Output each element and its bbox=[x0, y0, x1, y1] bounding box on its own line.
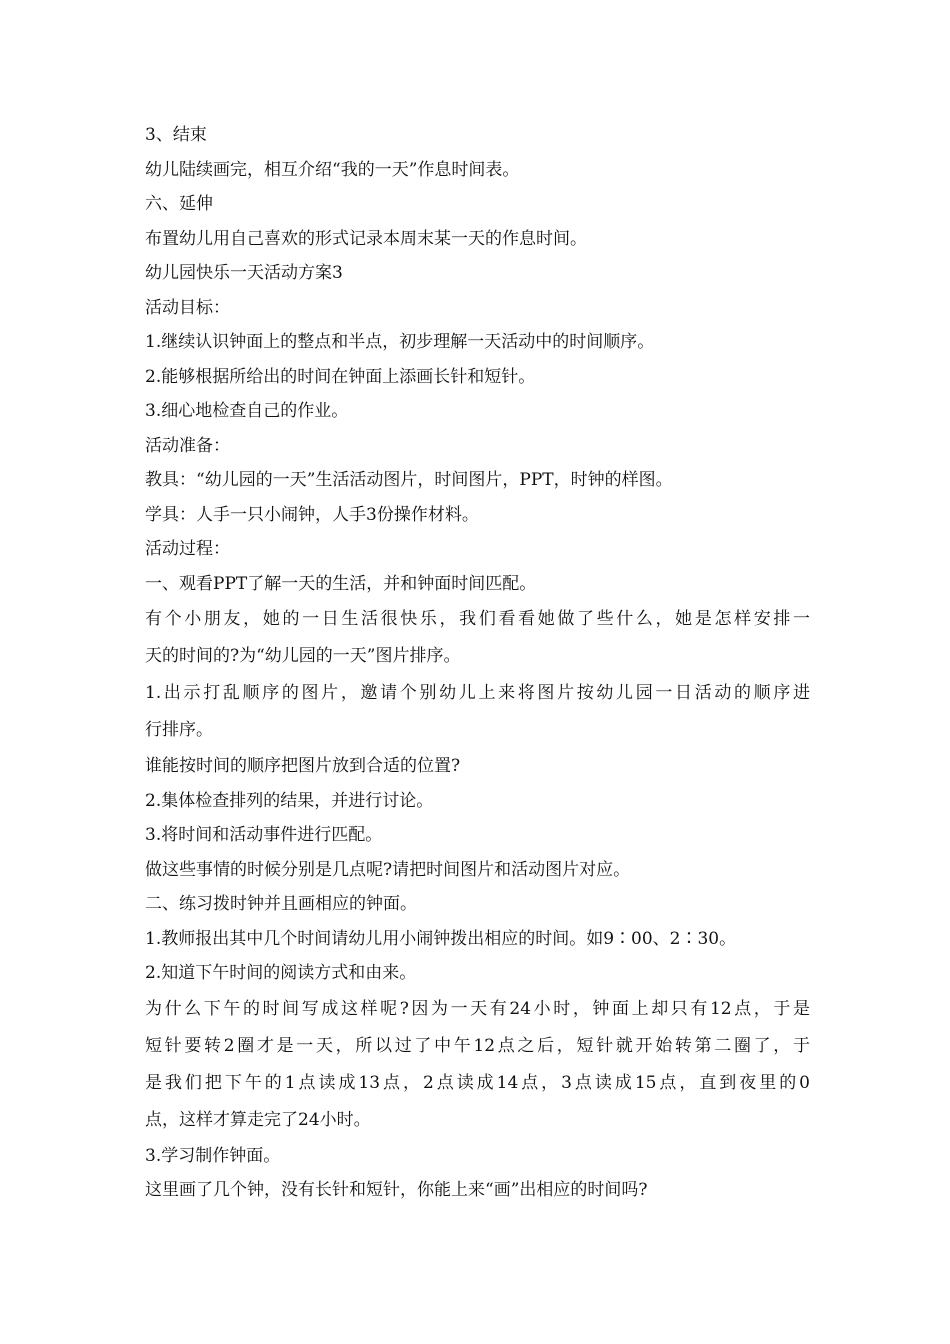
paragraph-line: 有个小朋友，她的一日生活很快乐，我们看看她做了些什么，她是怎样安排一 bbox=[145, 609, 810, 629]
text-line: 这里画了几个钟，没有长针和短针，你能上来“画”出相应的时间吗? bbox=[145, 1180, 648, 1200]
document-title: 幼儿园快乐一天活动方案3 bbox=[145, 263, 343, 283]
text-line: 幼儿陆续画完，相互介绍“我的一天”作息时间表。 bbox=[145, 159, 520, 180]
list-item: 1.继续认识钟面上的整点和半点，初步理解一天活动中的时间顺序。 bbox=[145, 332, 655, 352]
section-heading: 活动目标： bbox=[145, 297, 230, 318]
text-line: 学具：人手一只小闹钟，人手3份操作材料。 bbox=[145, 504, 479, 525]
paragraph-line: 是我们把下午的1点读成13点，2点读成14点，3点读成15点，直到夜里的0 bbox=[145, 1072, 810, 1093]
paragraph bbox=[145, 991, 810, 1139]
paragraph bbox=[145, 601, 810, 675]
paragraph-line: 1.出示打乱顺序的图片，邀请个别幼儿上来将图片按幼儿园一日活动的顺序进 bbox=[145, 683, 810, 703]
text-line: 教具：“幼儿园的一天”生活活动图片，时间图片，PPT，时钟的样图。 bbox=[145, 470, 673, 490]
text-line: 布置幼儿用自己喜欢的形式记录本周末某一天的作息时间。 bbox=[145, 228, 587, 249]
paragraph-line: 点，这样才算走完了24小时。 bbox=[145, 1109, 371, 1130]
section-heading: 3、结束 bbox=[145, 125, 207, 145]
section-heading: 六、延伸 bbox=[145, 194, 213, 214]
paragraph-line: 天的时间的?为“幼儿园的一天”图片排序。 bbox=[145, 646, 461, 666]
list-item: 2.能够根据所给出的时间在钟面上添画长针和短针。 bbox=[145, 366, 536, 387]
list-item: 2.知道下午时间的阅读方式和由来。 bbox=[145, 963, 417, 983]
paragraph bbox=[145, 675, 810, 749]
section-heading: 活动过程： bbox=[145, 539, 230, 559]
list-item: 3.学习制作钟面。 bbox=[145, 1145, 281, 1166]
list-item: 3.细心地检查自己的作业。 bbox=[145, 401, 349, 421]
paragraph-line: 行排序。 bbox=[145, 720, 213, 740]
text-line: 谁能按时间的顺序把图片放到合适的位置? bbox=[145, 756, 461, 776]
paragraph-line: 为什么下午的时间写成这样呢?因为一天有24小时，钟面上却只有12点，于是 bbox=[145, 998, 810, 1019]
list-item: 3.将时间和活动事件进行匹配。 bbox=[145, 825, 383, 845]
list-item: 1.教师报出其中几个时间请幼儿用小闹钟拨出相应的时间。如9∶00、2∶30。 bbox=[145, 928, 737, 949]
text-line: 做这些事情的时候分别是几点呢?请把时间图片和活动图片对应。 bbox=[145, 859, 631, 880]
list-item: 2.集体检查排列的结果，并进行讨论。 bbox=[145, 790, 434, 811]
section-heading: 一、观看PPT了解一天的生活，并和钟面时间匹配。 bbox=[145, 573, 537, 594]
section-heading: 活动准备： bbox=[145, 435, 230, 456]
section-heading: 二、练习拨时钟并且画相应的钟面。 bbox=[145, 894, 417, 914]
document-page bbox=[145, 118, 810, 1208]
paragraph-line: 短针要转2圈才是一天，所以过了中午12点之后，短针就开始转第二圈了，于 bbox=[145, 1035, 810, 1056]
